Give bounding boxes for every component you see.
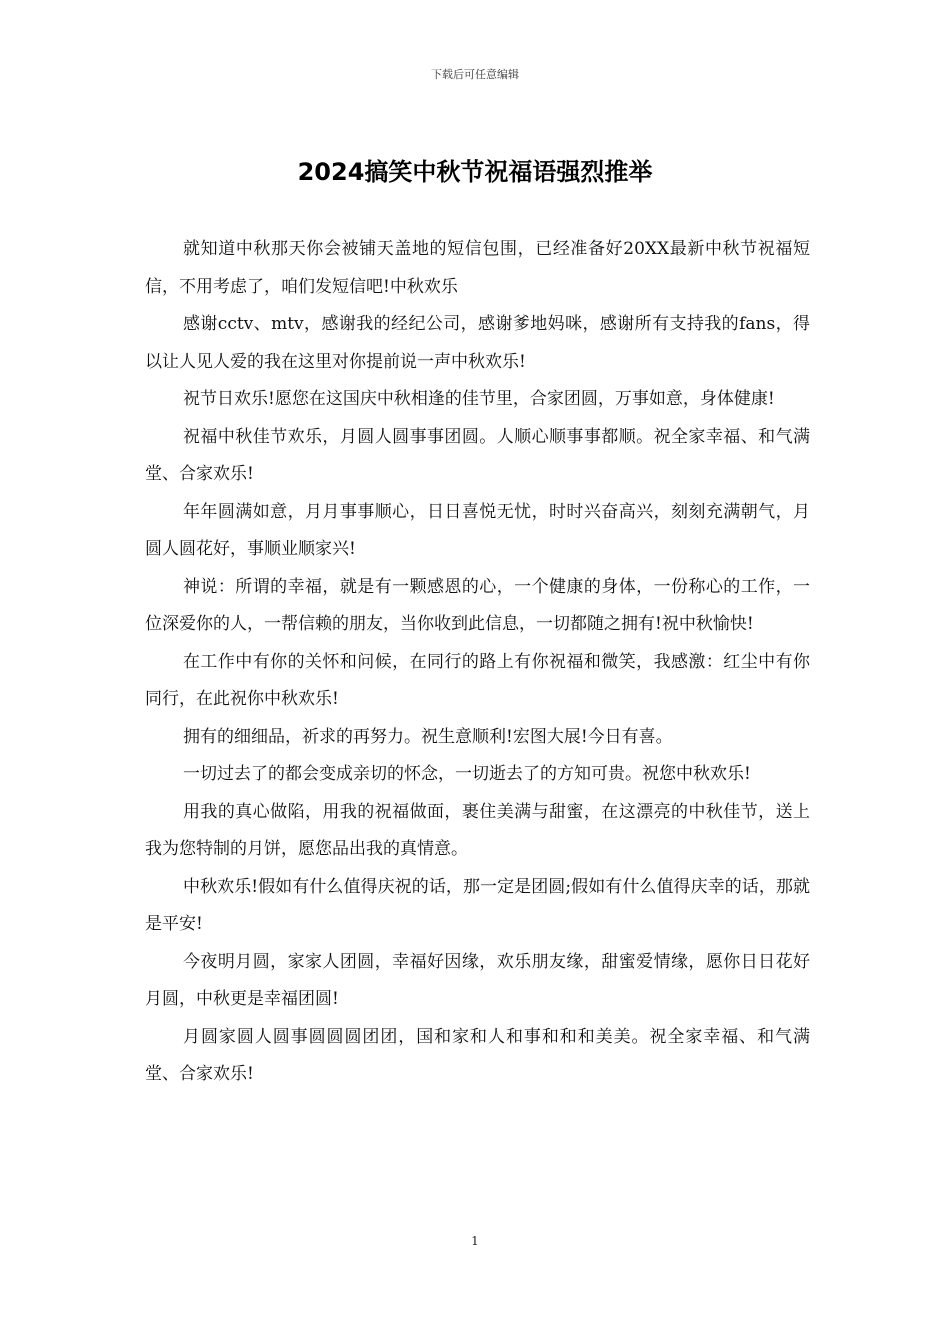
paragraph: 中秋欢乐!假如有什么值得庆祝的话，那一定是团圆;假如有什么值得庆幸的话，那就是平安! xyxy=(145,876,810,934)
paragraph: 在工作中有你的关怀和问候，在同行的路上有你祝福和微笑，我感激：红尘中有你同行，在此祝你中秋欢乐! xyxy=(145,651,810,709)
document-body xyxy=(145,231,810,1094)
paragraph: 祝节日欢乐!愿您在这国庆中秋相逢的佳节里，合家团圆，万事如意，身体健康! xyxy=(183,389,775,409)
header-note: 下载后可任意编辑 xyxy=(431,68,519,81)
paragraph: 月圆家圆人圆事圆圆圆团团，国和家和人和事和和和美美。祝全家幸福、和气满堂、合家欢乐! xyxy=(145,1026,810,1084)
paragraph: 拥有的细细品，祈求的再努力。祝生意顺利!宏图大展!今日有喜。 xyxy=(183,726,673,747)
paragraph: 神说：所谓的幸福，就是有一颗感恩的心，一个健康的身体，一份称心的工作，一位深爱你的人，一帮信赖的朋友，当你收到此信息，一切都随之拥有!祝中秋愉快! xyxy=(145,576,810,634)
document-title: 2024搞笑中秋节祝福语强烈推举 xyxy=(297,158,653,186)
paragraph: 年年圆满如意，月月事事顺心，日日喜悦无忧，时时兴奋高兴，刻刻充满朝气，月圆人圆花好，事顺业顺家兴! xyxy=(145,501,810,559)
paragraph: 一切过去了的都会变成亲切的怀念，一切逝去了的方知可贵。祝您中秋欢乐! xyxy=(183,764,751,784)
paragraph: 就知道中秋那天你会被铺天盖地的短信包围，已经准备好20XX最新中秋节祝福短信，不用考虑了，咱们发短信吧!中秋欢乐 xyxy=(145,239,810,297)
paragraph: 祝福中秋佳节欢乐，月圆人圆事事团圆。人顺心顺事事都顺。祝全家幸福、和气满堂、合家欢乐! xyxy=(145,426,810,484)
paragraph: 用我的真心做陷，用我的祝福做面，裹住美满与甜蜜，在这漂亮的中秋佳节，送上我为您特制的月饼，愿您品出我的真情意。 xyxy=(145,801,810,859)
paragraph: 今夜明月圆，家家人团圆，幸福好因缘，欢乐朋友缘，甜蜜爱情缘，愿你日日花好月圆，中秋更是幸福团圆! xyxy=(145,951,810,1009)
paragraph: 感谢cctv、mtv，感谢我的经纪公司，感谢爹地妈咪，感谢所有支持我的fans，得以让人见人爱的我在这里对你提前说一声中秋欢乐! xyxy=(145,314,810,372)
page-number: 1 xyxy=(471,1234,479,1248)
